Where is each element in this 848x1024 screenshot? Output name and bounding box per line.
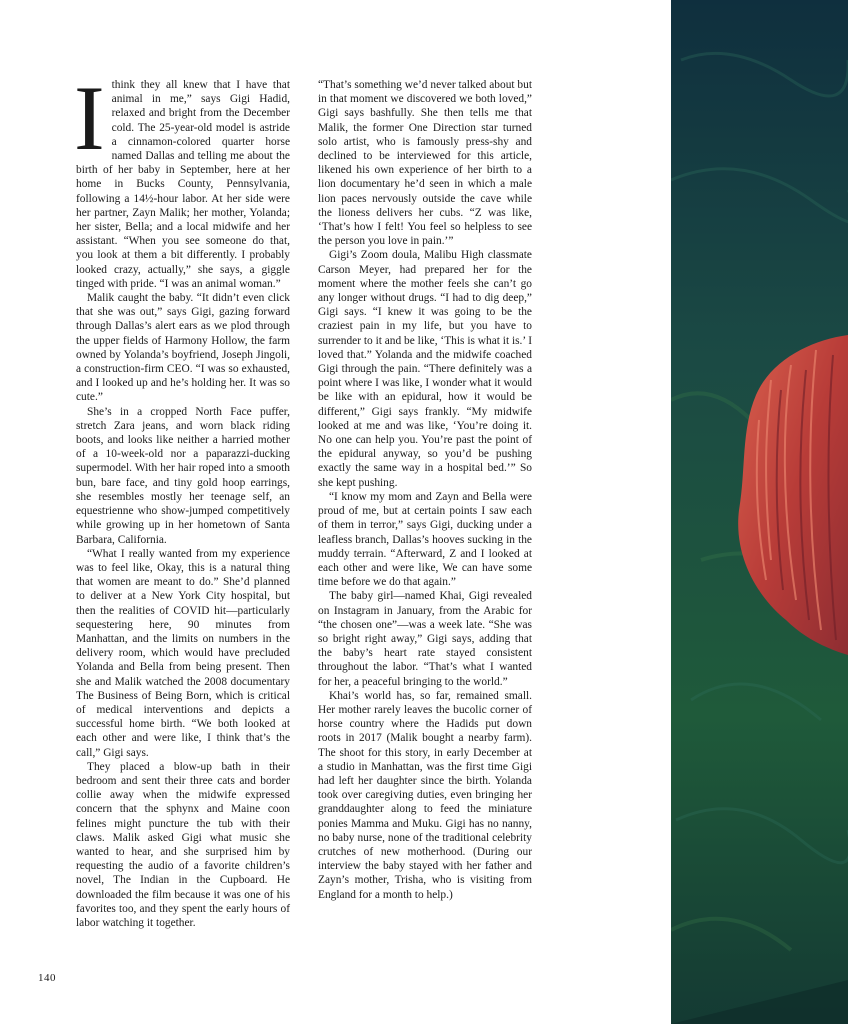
article-paragraph: The baby girl—named Khai, Gigi revealed on Instagram in January, from the Arabic for “the chosen one”—was a week late. “She was so bright right away,” Gigi says, adding that the baby’s heart rate stayed consistent throughout the labor. “That’s what I wanted for her, a peaceful bringing to the world.” [318,590,532,688]
article-paragraph: They placed a blow-up bath in their bedroom and sent their three cats and border collie away when the midwife expressed concern that the sphynx and Maine coon felines might puncture the tub with their claws. Malik asked Gigi what music she wanted to hear, and she surprised him by requesting the audio of a favorite children’s novel, The Indian in the Cupboard. He downloaded the film because it was one of his favorites too, and they spent the early hours of labor watching it together. [76,760,290,929]
article-paragraph: Khai’s world has, so far, remained small. Her mother rarely leaves the bucolic corner of horse country where the Hadids put down roots in 2017 (Malik bought a nearby farm). The shoot for this story, in early December at a studio in Manhattan, was the first time Gigi had left her daughter since the birth. Yolanda took over caregiving duties, even bringing her granddaughter along to feed the miniature ponies Mamma and Muku. Gigi has no nanny, no baby nurse, none of the traditional celebrity crutches of new motherhood. (During our interview the baby stayed with her father and Zayn’s mother, Trisha, who is visiting from England for a month to help.) [318,689,532,901]
article-paragraph: Gigi’s Zoom doula, Malibu High classmate Carson Meyer, had prepared her for the moment where the mother feels she can’t go any longer without drugs. “I had to dig deep,” Gigi says. “I knew it was going to be the craziest pain in my life, but you have to surrender to it and be like, ‘This is what it is.’ I loved that.” Yolanda and the midwife coached Gigi through the pain. “There definitely was a point where I was like, I wonder what it would be like with an epidural, how it would be different,” Gigi says frankly. “My midwife looked at me and was like, ‘You’re doing it. No one can help you. You’re past the point of the epidural anyway, so you’d be pushing exactly the same way in a hospital bed.’” So she kept pushing. [318,249,532,489]
article-paragraph: “I know my mom and Zayn and Bella were proud of me, but at certain points I saw each of them in terror,” says Gigi, ducking under a leafless branch, Dallas’s hooves sucking in the muddy terrain. “Afterward, Z and I looked at each other and were like, We can have some time before we do that again.” [318,490,532,589]
article-paragraph: Malik caught the baby. “It didn’t even click that she was out,” says Gigi, gazing forward through Dallas’s alert ears as we plod through the upper fields of Harmony Hollow, the farm owned by Yolanda’s boyfriend, Joseph Jingoli, a construction-firm CEO. “I was so exhausted, and I looked up and he’s holding her. It was so cute.” [76,292,290,404]
page-number: 140 [38,972,56,984]
article-paragraph: She’s in a cropped North Face puffer, stretch Zara jeans, and worn black riding boots, and looks like neither a harried mother of a 10-week-old nor a paparazzi-ducking supermodel. With her hair roped into a smooth bun, bare face, and tiny gold hoop earrings, she resembles mostly her teenage self, an equestrienne who show-jumped competitively while growing up in her hometown of Santa Barbara, California. [76,405,290,546]
article-column-right [318,78,532,902]
painting-image [671,0,848,1024]
article-paragraph: “That’s something we’d never talked about but in that moment we discovered we both loved,” Gigi says bashfully. She then tells me that Malik, the former One Direction star turned solo artist, who is famously press-shy and declined to be interviewed for this article, likened his own experience of her birth to a lion documentary he’d seen in which a male lion paces nervously outside the cave while the lioness delivers her cubs. “Z was like, ‘That’s how I felt! You feel so helpless to see the person you love in pain.’” [318,79,532,248]
article-column-left [74,67,290,930]
drop-cap: I [74,67,105,169]
article-paragraph: “What I really wanted from my experience was to feel like, Okay, this is a natural thing that women are meant to do.” She’d planned to deliver at a New York City hospital, but then the realities of COVID hit—particularly sequestering here, 90 minutes from Manhattan, and the limits on numbers in the delivery room, which would have precluded Yolanda and Bella from being present. Then she and Malik watched the 2008 documentary The Business of Being Born, which is critical of medical interventions and depicts a successful home birth. “We both looked at each other and were like, I think that’s the call,” Gigi says. [76,547,290,759]
article-paragraph: Ithink they all knew that I have that animal in me,” says Gigi Hadid, relaxed and bright from the December cold. The 25-year-old model is astride a cinnamon-colored quarter horse named Dallas and telling me about the birth of her baby in September, here at her home in Bucks County, Pennsylvania, following a 14½-hour labor. At her side were her partner, Zayn Malik; her mother, Yolanda; her sister, Bella; and a local midwife and her assistant. “When you see someone do that, you look at them a bit differently. I probably looked crazy, actually,” she says, a giggle tinged with pride. “I was an animal woman.” [74,67,290,290]
